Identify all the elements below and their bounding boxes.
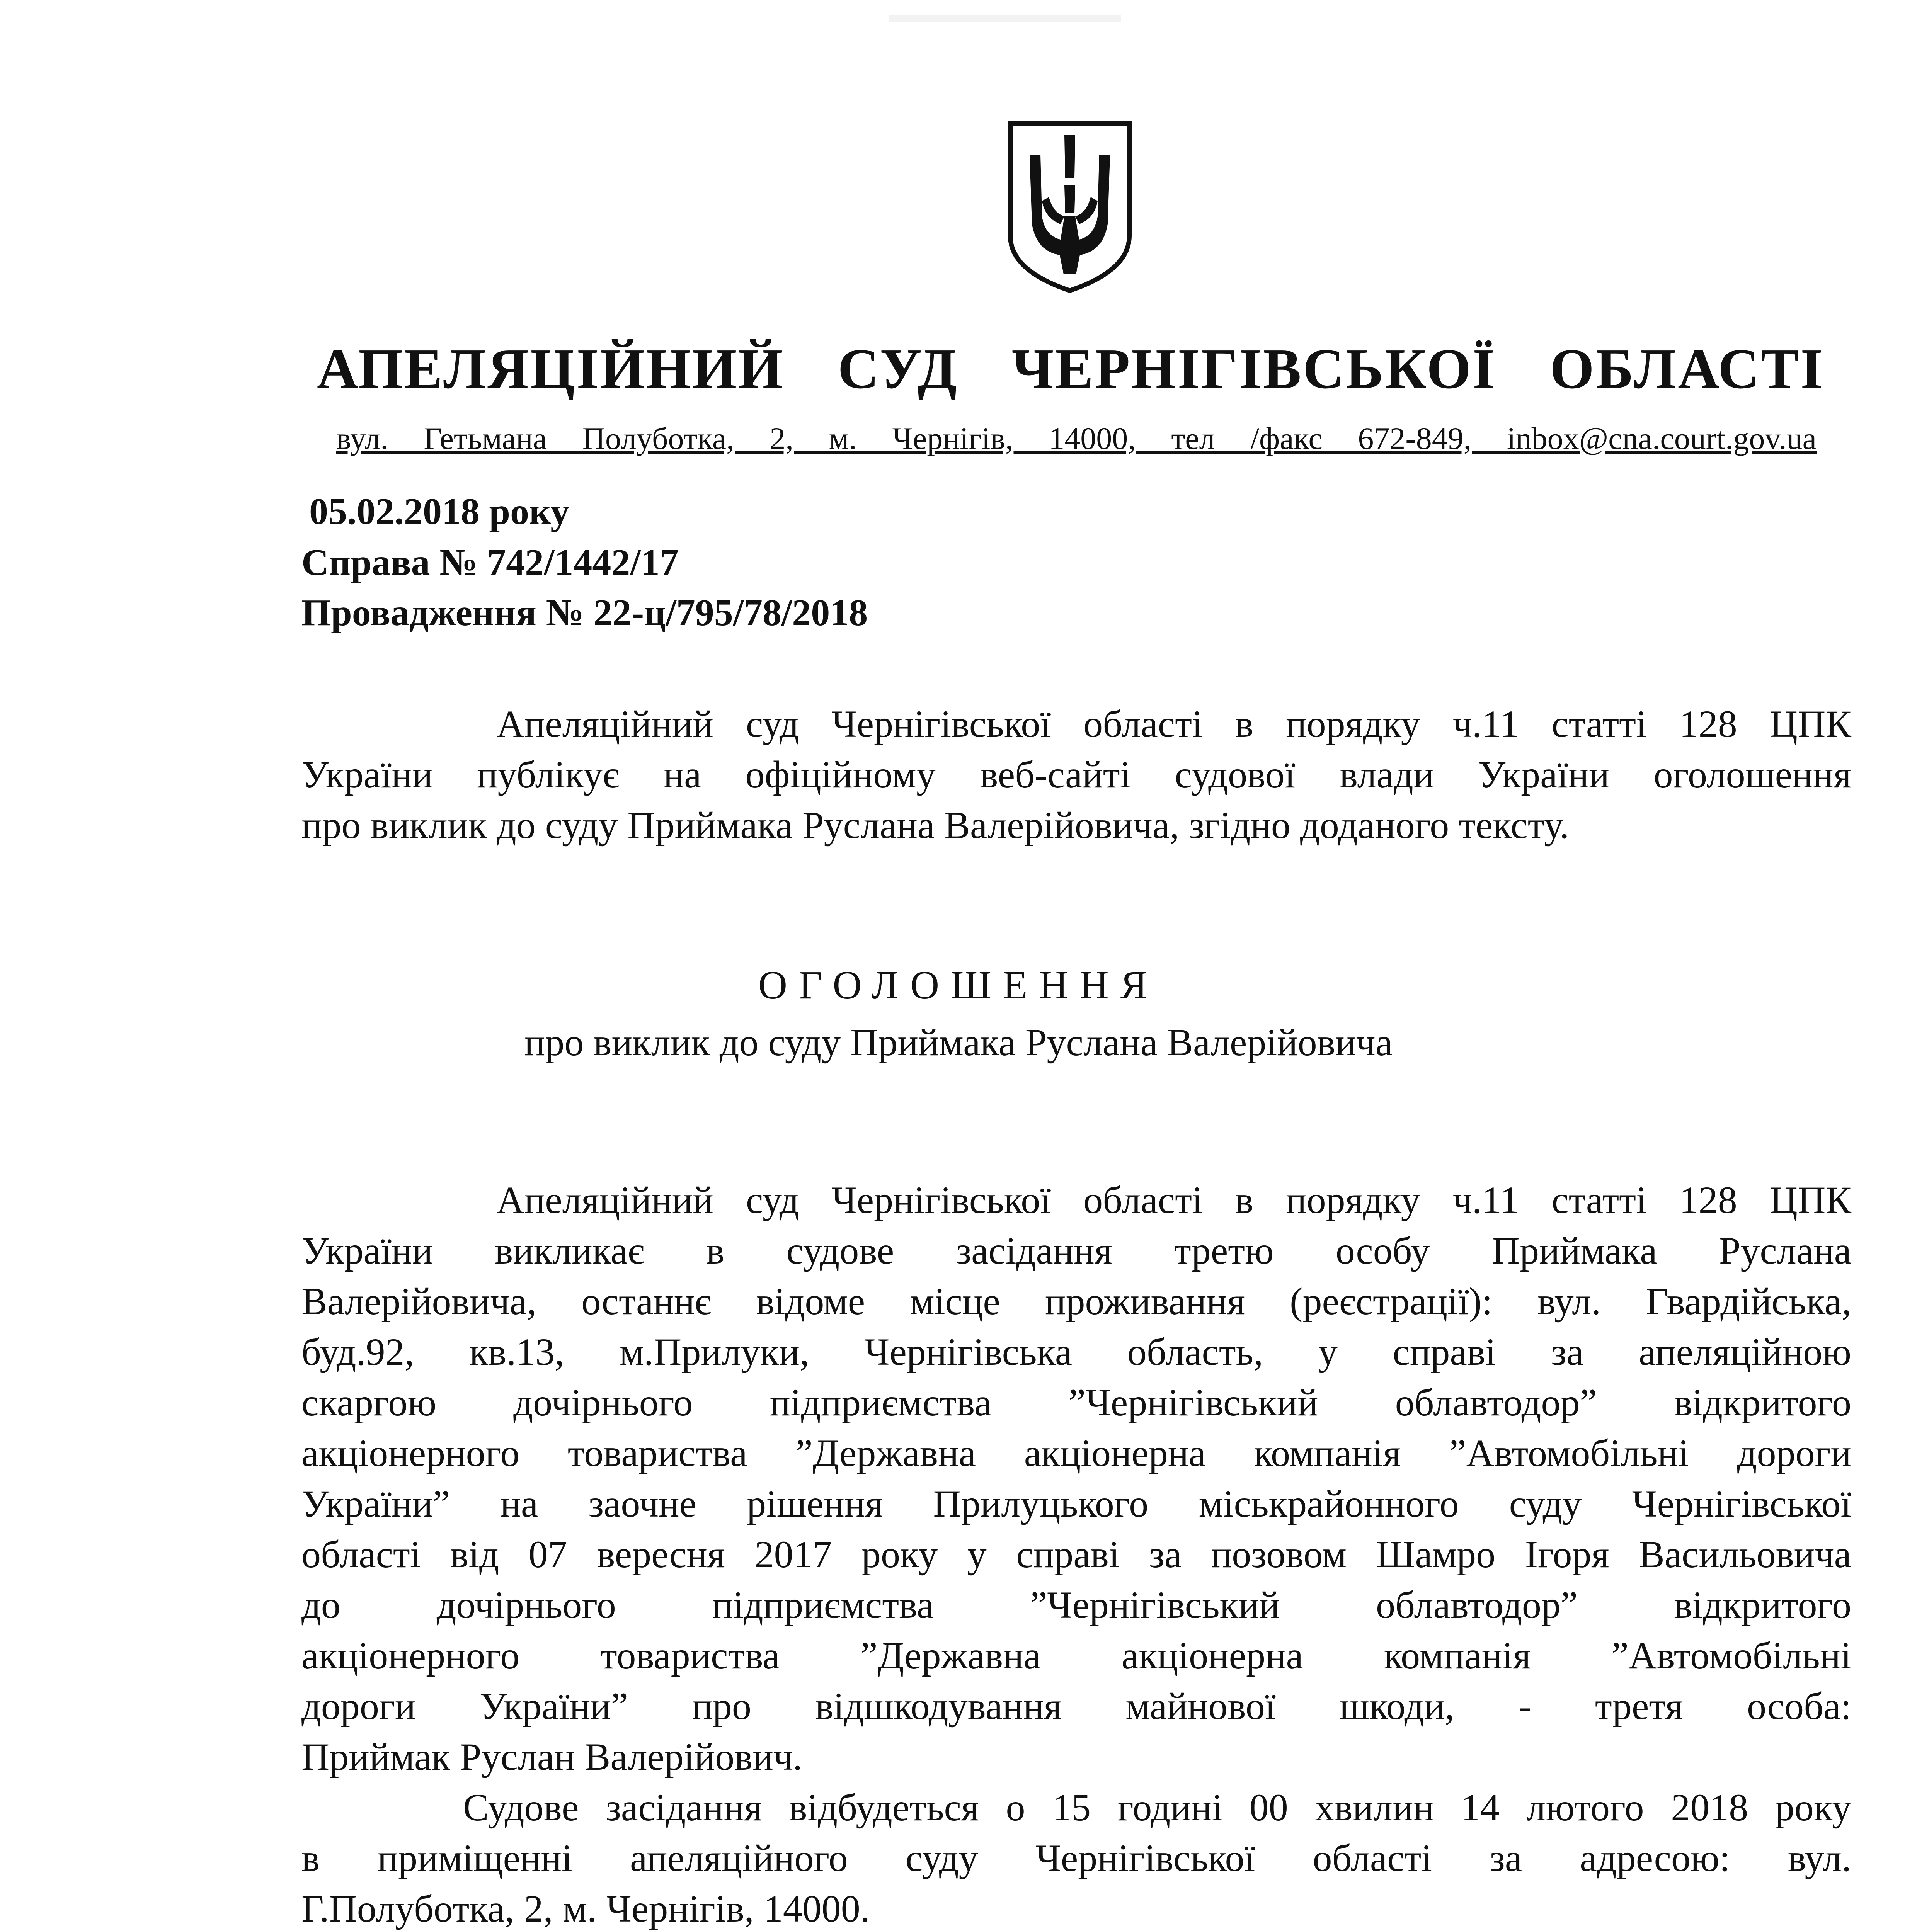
court-address: вул. Гетьмана Полуботка, 2, м. Чернігів, 14000, тел /факс 672-849, inbox@cna.court.gov.ua [336, 421, 1817, 456]
coat-of-arms-icon [1006, 120, 1133, 294]
document-date: 05.02.2018 року [309, 491, 570, 532]
paragraph-line: Г.Полуботка, 2, м. Чернігів, 14000. [301, 1887, 870, 1930]
intro-line: про виклик до суду Приймака Руслана Валерійовича, згідно доданого тексту. [301, 804, 1570, 847]
intro-line: України публікує на офіційному веб-сайті судової влади України оголошення [301, 753, 1851, 796]
paragraph-line: України” на заочне рішення Прилуцького міськрайонного суду Чернігівської [301, 1482, 1851, 1525]
case-number: Справа № 742/1442/17 [301, 542, 679, 583]
notice-paragraph-2 [301, 1782, 1851, 1932]
paragraph-line: до дочірнього підприємства ”Чернігівський облавтодор” відкритого [301, 1583, 1851, 1626]
paragraph-line: Приймак Руслан Валерійович. [301, 1735, 803, 1778]
paragraph-line: Апеляційний суд Чернігівської області в порядку ч.11 статті 128 ЦПК [301, 1179, 1851, 1221]
scan-artifact [889, 8, 1121, 31]
paragraph-line: акціонерного товариства ”Державна акціонерна компанія ”Автомобільні дороги [301, 1432, 1851, 1475]
paragraph-line: Судове засідання відбудеться о 15 годині 00 хвилин 14 лютого 2018 року [301, 1786, 1851, 1829]
paragraph-line: буд.92, кв.13, м.Прилуки, Чернігівська область, у справі за апеляційною [301, 1330, 1851, 1373]
intro-paragraph [301, 699, 1851, 850]
court-name: АПЕЛЯЦІЙНИЙ СУД ЧЕРНІГІВСЬКОЇ ОБЛАСТІ [317, 337, 1824, 401]
paragraph-line: України викликає в судове засідання третю особу Приймака Руслана [301, 1229, 1851, 1272]
paragraph-line: Валерійовича, останнє відоме місце проживання (реєстрації): вул. Гвардійська, [301, 1280, 1851, 1323]
paragraph-line: скаргою дочірнього підприємства ”Чернігівський облавтодор” відкритого [301, 1381, 1851, 1424]
notice-paragraph-1 [301, 1175, 1851, 1782]
notice-title: ОГОЛОШЕННЯ [758, 963, 1159, 1007]
paragraph-line: дороги України” про відшкодування майнової шкоди, - третя особа: [301, 1685, 1851, 1728]
paragraph-line: в приміщенні апеляційного суду Чернігівської області за адресою: вул. [301, 1837, 1851, 1879]
notice-subtitle: про виклик до суду Приймака Руслана Валерійовича [524, 1021, 1393, 1064]
paragraph-line: акціонерного товариства ”Державна акціонерна компанія ”Автомобільні [301, 1634, 1851, 1677]
proceeding-number: Провадження № 22-ц/795/78/2018 [301, 592, 868, 634]
intro-line: Апеляційний суд Чернігівської області в порядку ч.11 статті 128 ЦПК [301, 702, 1851, 745]
paragraph-line: області від 07 вересня 2017 року у справі за позовом Шамро Ігоря Васильовича [301, 1533, 1851, 1576]
